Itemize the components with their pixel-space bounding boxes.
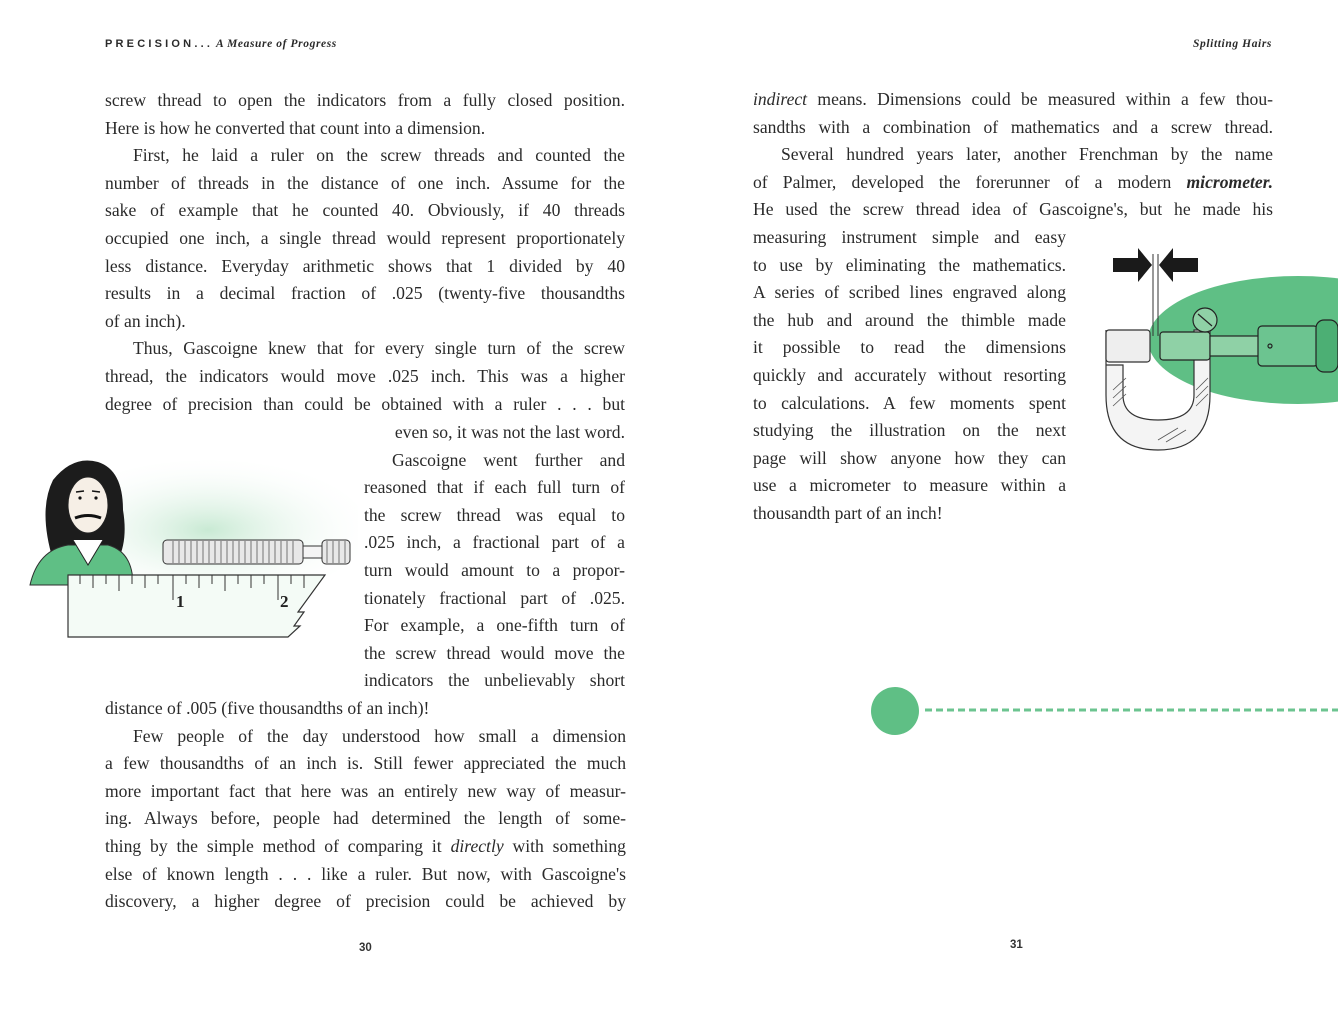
text-line: the hub and around the thimble made — [753, 309, 1066, 330]
left-page-body-wrap — [364, 419, 625, 695]
text-line: Few people of the day understood how small a dimension — [133, 725, 626, 746]
ruler-label-2: 2 — [280, 592, 289, 611]
gascoigne-screw-ruler-illustration — [28, 440, 358, 650]
text-line: else of known length . . . like a ruler. But now, with Gascoigne's — [105, 863, 626, 884]
text-run: of Palmer, developed the forerunner of a modern — [753, 171, 1187, 192]
text-line: turn would amount to a propor- — [364, 559, 625, 580]
text-line: screw thread to open the indicators from a fully closed position. — [105, 90, 625, 110]
text-line: the screw thread would move the — [364, 642, 625, 663]
emphasis-indirect: indirect — [753, 89, 808, 109]
text-line: thread, the indicators would move .025 inch. This was a higher — [105, 365, 625, 386]
threaded-screw-icon — [163, 540, 350, 564]
text-line: distance of .005 (five thousandths of an inch)! — [105, 698, 430, 718]
text-line-with-emphasis — [753, 86, 1273, 114]
text-line-with-emphasis — [105, 833, 626, 861]
text-line: tionately fractional part of .025. — [364, 587, 625, 608]
text-line: of an inch). — [105, 310, 186, 331]
text-run: thing by the simple method of comparing it — [105, 835, 451, 856]
text-run: with something — [503, 835, 626, 856]
text-line: Several hundred years later, another Frenchman by the name — [781, 144, 1273, 165]
text-line: even so, it was not the last word. — [394, 422, 625, 442]
text-line: occupied one inch, a single thread would represent proportionately — [105, 227, 625, 248]
page-number-left: 30 — [359, 942, 372, 954]
green-dot-icon — [871, 687, 919, 735]
text-line: reasoned that if each full turn of — [364, 477, 625, 498]
text-run: means. Dimensions could be measured within a few thou- — [807, 89, 1273, 109]
decorative-dot-dash-divider — [870, 686, 1338, 736]
running-head-subtitle: A Measure of Progress — [215, 38, 337, 50]
text-line: Thus, Gascoigne knew that for every single turn of the screw — [133, 338, 625, 359]
text-line: to calculations. A few moments spent — [753, 392, 1066, 413]
left-page-body-bottom — [105, 695, 626, 916]
right-page-body-wrap — [753, 224, 1066, 528]
text-line: First, he laid a ruler on the screw threads and counted the — [133, 145, 625, 166]
text-line: use a micrometer to measure within a — [753, 475, 1066, 496]
running-head-caps: PRECISION — [105, 38, 195, 50]
text-line: the screw thread was equal to — [364, 504, 625, 525]
text-line: Here is how he converted that count into a dimension. — [105, 117, 486, 138]
text-line: A series of scribed lines engraved along — [753, 282, 1066, 303]
text-line: more important fact that here was an entirely new way of measur- — [105, 780, 626, 801]
text-line: degree of precision than could be obtained with a ruler . . . but — [105, 393, 625, 414]
text-line: ing. Always before, people had determined the length of some- — [105, 808, 626, 829]
running-head-ellipsis: ... — [194, 38, 214, 50]
text-line: .025 inch, a fractional part of a — [364, 532, 625, 553]
text-line: a few thousandths of an inch is. Still fewer appreciated the much — [105, 753, 626, 774]
text-line: indicators the unbelievably short — [364, 670, 625, 691]
text-line: He used the screw thread idea of Gascoigne's, but he made his — [753, 199, 1273, 220]
text-line: measuring instrument simple and easy — [753, 227, 1066, 247]
text-line-with-emphasis — [753, 169, 1273, 197]
running-head-title: Splitting Hairs — [1193, 38, 1272, 50]
running-head-left — [105, 38, 337, 50]
text-line: less distance. Everyday arithmetic shows that 1 divided by 40 — [105, 255, 625, 276]
micrometer-illustration — [1098, 240, 1338, 455]
text-line: number of threads in the distance of one inch. Assume for the — [105, 172, 625, 193]
text-line: to use by eliminating the mathematics. — [753, 254, 1066, 275]
right-page-body-top — [753, 86, 1273, 224]
text-line: quickly and accurately without resorting — [753, 364, 1066, 385]
text-line: sandths with a combination of mathematics and a screw thread. — [753, 116, 1273, 137]
text-line: studying the illustration on the next — [753, 420, 1066, 441]
emphasis-directly: directly — [450, 835, 504, 856]
text-line: results in a decimal fraction of .025 (twenty-five thousandths — [105, 283, 625, 304]
text-line: it possible to read the dimensions — [753, 337, 1066, 358]
text-line: page will show anyone how they can — [753, 447, 1066, 468]
page-number-right: 31 — [1010, 939, 1023, 951]
left-page-body-top — [105, 87, 625, 418]
text-line: For example, a one-fifth turn of — [364, 615, 625, 636]
ruler-label-1: 1 — [176, 592, 185, 611]
running-head-right — [1193, 38, 1272, 50]
text-line: Gascoigne went further and — [392, 449, 625, 470]
text-line: discovery, a higher degree of precision could be achieved by — [105, 891, 626, 912]
text-line: thousandth part of an inch! — [753, 502, 943, 523]
text-line: sake of example that he counted 40. Obviously, if 40 threads — [105, 200, 625, 221]
emphasis-micrometer: micrometer. — [1186, 171, 1273, 192]
